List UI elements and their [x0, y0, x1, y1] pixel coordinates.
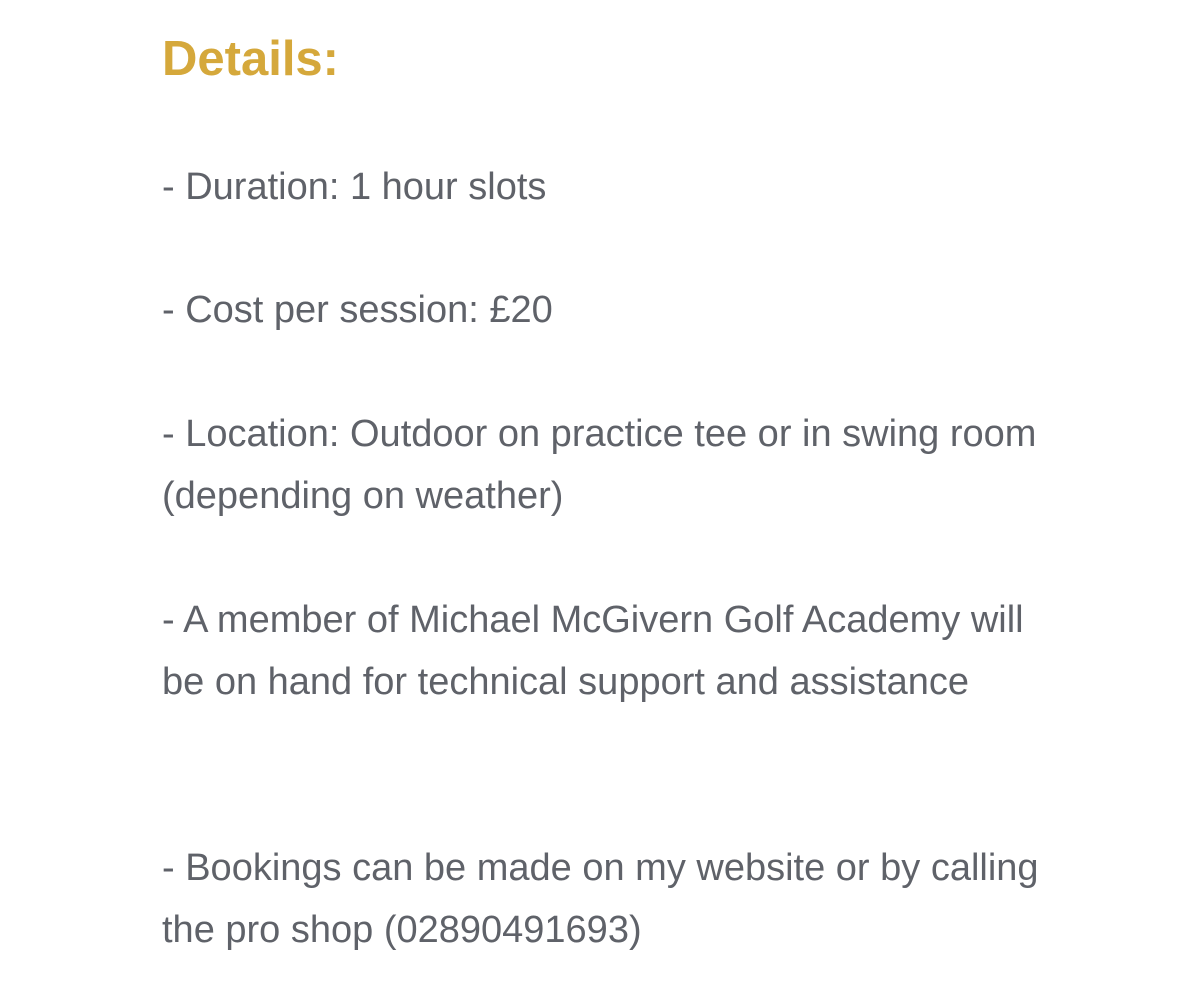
detail-item-member: - A member of Michael McGivern Golf Academy will be on hand for technical support and assistance: [162, 599, 1024, 703]
detail-item-bookings: - Bookings can be made on my website or by calling the pro shop (02890491693): [162, 847, 1039, 951]
details-heading: Details:: [162, 32, 340, 86]
detail-item-duration: - Duration: 1 hour slots: [162, 166, 547, 208]
detail-item-location: - Location: Outdoor on practice tee or in swing room (depending on weather): [162, 413, 1037, 517]
detail-item-cost: - Cost per session: £20: [162, 289, 553, 331]
